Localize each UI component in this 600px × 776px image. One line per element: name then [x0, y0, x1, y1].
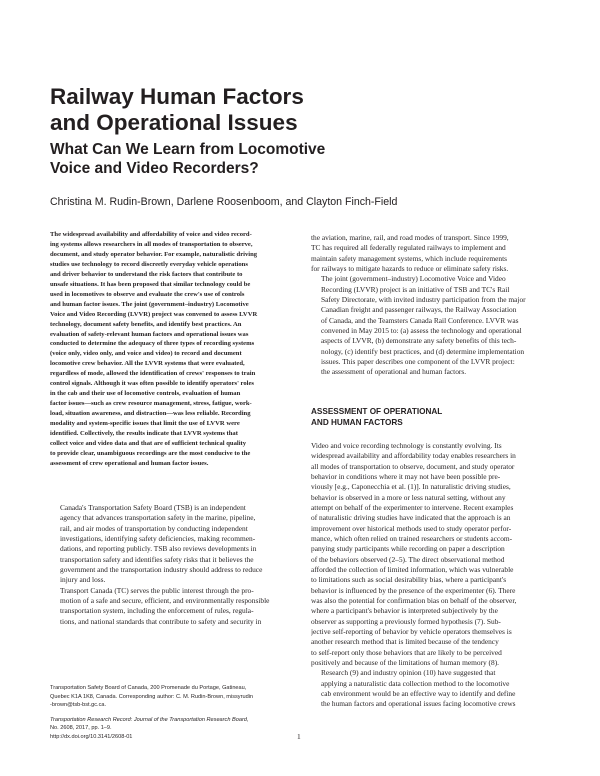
text-line: improvement over historical methods used to study operator perfor- [311, 523, 512, 533]
footnote-line: Transportation Safety Board of Canada, 200 Promenade du Portage, Gatineau, [50, 685, 247, 691]
text-line: observer as supporting a previously formed hypothesis (7). Sub- [311, 616, 501, 626]
text-line: agency that advances transportation safety in the marine, pipeline, [60, 513, 256, 523]
text-line: of Canada, and the Teamsters Canada Rail Conference. LVVR was [321, 315, 519, 325]
text-line: The joint (government–industry) Locomotive Voice and Video [321, 274, 506, 284]
subtitle-line: Voice and Video Recorders? [50, 160, 259, 177]
subtitle-line: What Can We Learn from Locomotive [50, 141, 326, 158]
abstract-line: Voice and Video Recording (LVVR) project was convened to assess LVVR [50, 310, 258, 318]
text-line: to self-report only those behaviors that are likely to be perceived [311, 647, 502, 657]
text-line: convened in May 2015 to: (a) assess the technology and operational [321, 326, 522, 336]
text-line: rail, and air modes of transportation by conducting independent [60, 523, 248, 533]
abstract-line: The widespread availability and affordability of voice and video record- [50, 231, 252, 238]
intro-paragraph-2 [50, 586, 300, 627]
text-line: investigations, identifying safety deficiencies, making recommen- [60, 533, 256, 543]
text-line: Transport Canada (TC) serves the public interest through the pro- [60, 585, 254, 595]
doi-link[interactable]: http://dx.doi.org/10.3141/2608-01 [50, 733, 133, 740]
page-number: 1 [297, 732, 301, 741]
footnotes [50, 684, 300, 742]
abstract-line: evaluation of safety-relevant human factors and operational issues was [50, 330, 249, 338]
text-line: Canadian freight and passenger railways, the Railway Association [321, 305, 517, 315]
assessment-paragraph-1 [311, 441, 561, 669]
abstract-line: load, situation awareness, and distraction—was less reliable. Recording [50, 410, 251, 418]
text-line: all modes of transportation to observe, document, and study operator [311, 461, 515, 471]
text-line: viously [e.g., Caponecchia et al. (1)]. In naturalistic driving studies, [311, 482, 511, 492]
abstract-line: control signals. Although it was often possible to identify operators' roles [50, 380, 254, 388]
heading-line: AND HUMAN FACTORS [311, 417, 403, 427]
abstract-line: (voice only, video only, and voice and video) to record and document [50, 350, 242, 358]
abstract-line: document, and study operator behavior. For example, naturalistic driving [50, 250, 258, 258]
text-line: panying study participants while recording on paper a description [311, 544, 505, 554]
text-line: behavior is observed in a more or less natural setting, without any [311, 492, 506, 502]
abstract-line: conducted to determine the adequacy of three types of recording systems [50, 340, 255, 348]
affiliation-footnote [50, 684, 300, 710]
abstract-line: assessment of crew operational and human factor issues. [50, 459, 209, 467]
text-line: behavior in conditions where it may not have been possible pre- [311, 471, 501, 481]
continued-paragraph [311, 233, 561, 274]
author-list: Christina M. Rudin-Brown, Darlene Roosenboom, and Clayton Finch-Field [50, 196, 398, 208]
abstract-line: collect voice and video data and that are of sufficient technical quality [50, 440, 247, 448]
text-line: government and the transportation industry should address to reduce [60, 564, 263, 574]
right-column [311, 233, 561, 710]
text-line: was also the potential for confirmation bias on behalf of the observer, [311, 595, 517, 605]
paper-title [50, 84, 570, 136]
footnote-line: -brown@tsb-bst.gc.ca. [50, 702, 107, 709]
text-line: afforded the collection of limited information, which was vulnerable [311, 564, 514, 574]
journal-citation: Transportation Research Record: Journal of the Transportation Research Board, [50, 716, 249, 723]
text-line: aspects of LVVR, (b) demonstrate any safety benefits of this tech- [321, 336, 517, 346]
abstract-line: regardless of mode, allowed the identification of crews' responses to train [50, 370, 256, 378]
text-line: transportation system, including the enforcement of rules, regula- [60, 606, 254, 616]
text-line: injury and loss. [60, 575, 106, 585]
text-line: maintain safety management systems, which include requirements [311, 253, 507, 263]
abstract-line: technology, document safety benefits, and identify best practices. An [50, 320, 242, 328]
text-line: to limitations such as social desirability bias, where a participant's [311, 575, 507, 585]
text-line: transportation safety and identifies safety risks that it believes the [60, 554, 254, 564]
text-line: applying a naturalistic data collection method to the locomotive [321, 678, 510, 688]
text-line: Canada's Transportation Safety Board (TSB) is an independent [60, 502, 246, 512]
abstract-line: studies use technology to record discreetly everyday vehicle operations [50, 260, 248, 268]
abstract-line: factor issues—such as crew resource management, stress, fatigue, work- [50, 400, 252, 408]
text-line: Video and voice recording technology is constantly evolving. Its [311, 440, 502, 450]
text-line: motion of a safe and secure, efficient, and environmentally responsible [60, 595, 270, 605]
section-heading [311, 406, 561, 428]
text-line: positively and because of the limitations of human memory (8). [311, 658, 500, 668]
text-line: the assessment of operational and human factors. [321, 367, 467, 377]
text-line: behavior is influenced by the presence of the experimenter (6). There [311, 585, 516, 595]
text-line: another research method that is limited because of the tendency [311, 637, 499, 647]
text-line: nology, (c) identify best practices, and (d) determine implementation [321, 346, 525, 356]
abstract-line: modality and system-specific issues that limit the use of LVVR were [50, 420, 240, 428]
abstract-line: locomotive crew behavior. All the LVVR systems that were evaluated, [50, 360, 245, 368]
abstract-line: used in locomotives to observe and evaluate the crew's use of controls [50, 290, 245, 298]
text-line: Research (9) and industry opinion (10) have suggested that [321, 668, 496, 678]
text-line: the aviation, marine, rail, and road modes of transport. Since 1999, [311, 233, 509, 242]
abstract-line: unsafe situations. It has been proposed that similar technology could be [50, 280, 251, 288]
text-line: TC has required all federally regulated railways to implement and [311, 243, 506, 253]
left-column [50, 230, 300, 627]
text-line: issues. This paper describes one component of the LVVR project: [321, 357, 515, 367]
abstract-line: to provide clear, unambiguous recordings are the most conducive to the [50, 449, 251, 457]
text-line: cab environment would be an effective way to identify and define [321, 689, 516, 699]
text-line: of naturalistic driving studies have indicated that the approach is an [311, 513, 511, 523]
lvvr-project-paragraph [311, 274, 561, 377]
text-line: attempt on behalf of the experimenter to intervene. Recent examples [311, 502, 514, 512]
text-line: the human factors and operational issues facing locomotive crews [321, 699, 516, 709]
abstract-line: in the cab and their use of locomotive controls, evaluation of human [50, 390, 241, 398]
text-line: jective self-reporting of behavior by vehicle operators themselves is [311, 627, 512, 636]
footnote-line: Quebec K1A 1K8, Canada. Corresponding author: C. M. Rudin-Brown, missyrudin [50, 693, 254, 700]
text-line: Safety Directorate, with invited industry participation from the major [321, 295, 526, 305]
title-line: and Operational Issues [50, 110, 298, 135]
abstract [50, 230, 300, 469]
abstract-line: and human factor issues. The joint (government–industry) Locomotive [50, 300, 249, 308]
paper-subtitle [50, 140, 570, 178]
intro-paragraph-1 [50, 503, 300, 586]
text-line: mance, which often relied on trained researchers or students accom- [311, 533, 513, 543]
text-line: for railways to mitigate hazards to reduce or eliminate safety risks. [311, 264, 509, 274]
text-line: Recording (LVVR) project is an initiative of TSB and TC's Rail [321, 284, 510, 294]
abstract-line: ing systems allows researchers in all modes of transportation to observe, [50, 240, 253, 248]
text-line: dations, and reporting publicly. TSB also reviews developments in [60, 544, 257, 554]
assessment-paragraph-2 [311, 668, 561, 709]
journal-issue: No. 2608, 2017, pp. 1–9. [50, 725, 112, 732]
journal-footnote [50, 716, 300, 742]
heading-line: ASSESSMENT OF OPERATIONAL [311, 406, 443, 416]
text-line: widespread availability and affordability today enables researchers in [311, 451, 516, 461]
text-line: of the behaviors observed (2–5). The direct observational method [311, 554, 505, 564]
text-line: where a participant's behavior is interpreted subjectively by the [311, 606, 498, 616]
abstract-line: and driver behavior to understand the risk factors that contribute to [50, 270, 243, 278]
text-line: tions, and national standards that contribute to safety and security in [60, 616, 262, 626]
abstract-line: identified. Collectively, the results indicate that LVVR systems that [50, 430, 238, 438]
title-line: Railway Human Factors [50, 84, 304, 109]
